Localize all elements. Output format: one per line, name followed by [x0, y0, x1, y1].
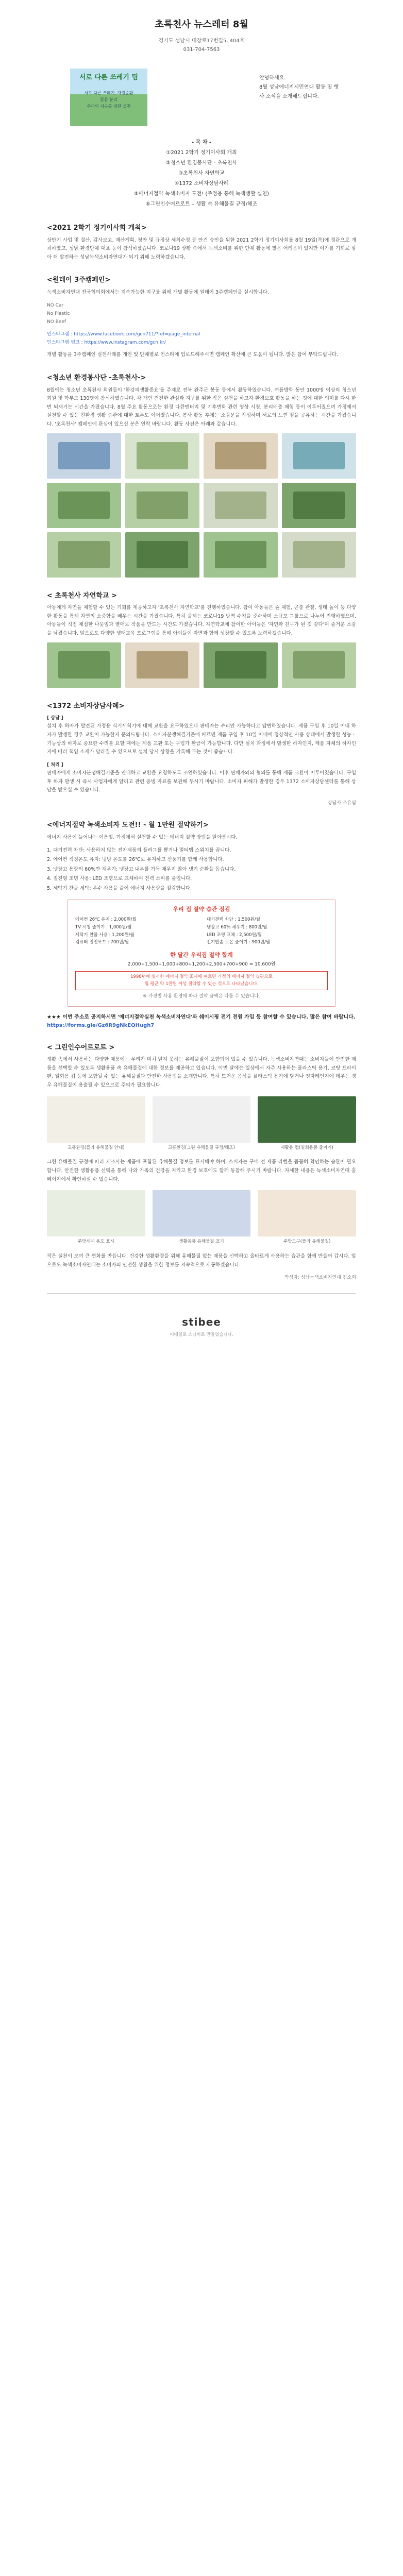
- toc-item[interactable]: ⑥그린인수어르로트 – 생활 속 유해물질 규정/해조: [145, 201, 258, 207]
- campaign-list-item: NO Car: [47, 302, 64, 308]
- hero-image-title: 서로 다른 쓰레기 팀: [79, 74, 139, 81]
- greeting-line: 8월 성남에너지시민연대 활동 및 행: [259, 84, 339, 90]
- checklist-item: 컴퓨터 절전모드 : 700원/월: [75, 940, 129, 945]
- product-image: [258, 1190, 356, 1236]
- hero-image-line: 서로 다른 쓰레기, 자원순환: [84, 91, 133, 95]
- hero-section: [47, 69, 356, 126]
- savings-note-line: 1998년에 실시한 에너지 절약 조사에 따르면 가정의 에너지 절약 습관으로: [130, 974, 273, 980]
- toc-title: - 목 차 -: [191, 140, 212, 145]
- nature-photo: [47, 642, 121, 688]
- nature-photo: [282, 642, 356, 688]
- product-row: [47, 1190, 356, 1245]
- energy-checklist-box: [68, 900, 335, 1007]
- section-green-info: [47, 1043, 356, 1282]
- savings-note-line: 월 평균 약 1만원 이상 절약할 수 있는 것으로 나타났습니다.: [144, 981, 259, 987]
- activity-photo: [47, 483, 121, 528]
- question-label: [ 상담 ]: [47, 716, 63, 721]
- greeting-line: 안녕하세요.: [259, 75, 286, 81]
- section-intro: 에너지 사용이 늘어나는 여름철, 가정에서 실천할 수 있는 에너지 절약 방법을 알아봅시다.: [47, 834, 238, 840]
- savings-note-box: [75, 971, 328, 990]
- section-title: < 초록천사 자연학교 >: [47, 591, 117, 600]
- footer-divider: [47, 1293, 356, 1294]
- checklist-item: 세탁기 찬물 사용 : 1,200원/월: [75, 932, 135, 938]
- hero-image-lines: [76, 90, 141, 110]
- section-body: 아동에게 자연을 체험할 수 있는 기회를 제공하고자 '초록천사 자연학교'를 진행하였습니다. 참여 아동들은 숲 체험, 곤충 관찰, 생태 놀이 등 다양한 활동을 통해 자연의 소중함을 배우는 시간을 가졌습니다. 특히 올해는 코로나19 방역 수칙을 준수하며 소규모 그룹으로 나누어 진행하였으며, 아동들이 직접 채집한 나뭇잎과 열매로 작품을 만드는 시간도 가졌습니다. 자연학교에 참여한 아이들은 '자연과 친구가 된 것 같다'며 즐거운 소감을 남겼습니다. 앞으로도 다양한 생태교육 프로그램을 통해 아이들이 자연과 함께 성장할 수 있도록 노력하겠습니다.: [47, 605, 356, 637]
- facebook-link[interactable]: 인스타그램 : https://www.facebook.com/gcn711/?ref=page_internal: [47, 332, 200, 337]
- product-card: [153, 1096, 251, 1151]
- author-sign: 작성자: 성남녹색소비자연대 김소희: [284, 1275, 356, 1281]
- greeting-text: [259, 74, 339, 101]
- section-title: < 그린인수어르로트 >: [47, 1043, 115, 1052]
- newsletter-content: [47, 0, 356, 1338]
- activity-photo: [282, 532, 356, 578]
- product-card: [47, 1190, 145, 1245]
- energy-tip: 3. 냉장고 용량의 60%만 채우기: 냉장고 내부를 가득 채우지 않아 냉기 순환을 돕습니다.: [47, 866, 236, 872]
- activity-photo: [204, 433, 278, 479]
- section-nature-school: [47, 591, 356, 688]
- counselor-sign: 상담사 조유림: [327, 800, 356, 806]
- activity-photo: [204, 532, 278, 578]
- product-image: [258, 1096, 356, 1143]
- toc-item[interactable]: ③초록천사 자연학교: [178, 171, 225, 176]
- product-card: [258, 1096, 356, 1151]
- checklist-item: 냉장고 60% 채우기 : 800원/월: [207, 924, 267, 930]
- activity-photo: [47, 433, 121, 479]
- section-body: 생활 속에서 사용하는 다양한 제품에는 우리가 미처 알지 못하는 유해물질이 포함되어 있을 수 있습니다. 녹색소비자연대는 소비자들이 안전한 제품을 선택할 수 있도록 생활용품 속 유해물질에 대한 정보를 제공하고 있습니다. 이번 달에는 일상에서 자주 사용하는 플라스틱 용기, 코팅 프라이팬, 일회용 컵 등에 포함될 수 있는 유해물질과 안전한 사용법을 소개합니다. 특히 뜨거운 음식을 플라스틱 용기에 담거나 전자레인지에 데우는 경우 유해물질이 용출될 수 있으므로 주의가 필요합니다.: [47, 1057, 356, 1088]
- product-card: [258, 1190, 356, 1245]
- toc-item[interactable]: ④1372 소비자상담사례: [174, 181, 229, 187]
- toc-item[interactable]: ①2021 2학기 정기이사회 개최: [166, 150, 237, 156]
- activity-photo: [204, 483, 278, 528]
- energy-tip: 5. 세탁기 찬물 세탁: 온수 사용을 줄여 에너지 사용량을 절감합니다.: [47, 886, 192, 892]
- campaign-list-item: NO Beef: [47, 319, 66, 325]
- instagram-link[interactable]: 인스타그램 링크 : https://www.instagram.com/gcn.kr/: [47, 340, 166, 346]
- checklist-item: 에어컨 26℃ 유지 : 2,000원/월: [75, 917, 137, 923]
- checklist-item: 대기전력 차단 : 1,500원/월: [207, 917, 260, 923]
- section-body: 녹색소비자연대 전국협의회에서는 지속가능한 지구를 위해 개별 활동에 원데이 3주캠페인을 실시합니다.: [47, 289, 269, 295]
- section-board-meeting: [47, 223, 356, 262]
- nature-photo: [204, 642, 278, 688]
- energy-tip: 4. 절전형 조명 사용: LED 조명으로 교체하여 전력 소비를 줄입니다.: [47, 876, 192, 882]
- campaign-list-item: No Plastic: [47, 311, 70, 316]
- section-title: <청소년 환경봉사단 -초록천사->: [47, 374, 146, 382]
- activity-photo: [125, 433, 199, 479]
- hero-image: [70, 69, 147, 126]
- product-caption: 고흥환경(그린 유해물질 규정/해조): [168, 1145, 235, 1150]
- product-caption: 고흥환경(플라 유해물질 안내): [68, 1145, 125, 1150]
- product-caption: 생활용품 유해물질 표기: [179, 1239, 224, 1245]
- answer-text: 판매자에게 소비자분쟁해결기준을 안내하고 교환을 요청하도록 조언하였습니다. 이후 판매자와의 협의를 통해 제품 교환이 이루어졌습니다. 구입 후 하자 발생 시 즉시 사업자에게 알리고 관련 증빙 자료를 보관해 두시기 바랍니다. 소비자 피해가 발생한 경우 1372 소비자상담센터를 통해 상담을 받으실 수 있습니다.: [47, 770, 356, 793]
- footer-brand: [47, 1314, 356, 1338]
- activity-photo: [282, 433, 356, 479]
- product-caption: 재활용 컵(일회용품 줄이기): [280, 1145, 333, 1150]
- photo-row: [47, 483, 356, 528]
- section-body-2: 그린 유해물질 규정에 따라 제조사는 제품에 포함된 유해물질 정보를 표시해야 하며, 소비자는 구매 전 제품 라벨을 꼼꼼히 확인하는 습관이 필요합니다. 안전한 생활용품 선택을 통해 나와 가족의 건강을 지키고 환경 보호에도 함께 동참해 주시기 바랍니다. 자세한 내용은 녹색소비자연대 홈페이지에서 확인하실 수 있습니다.: [47, 1159, 356, 1182]
- section-campaign: [47, 275, 356, 360]
- product-image: [47, 1190, 145, 1236]
- stibee-logo[interactable]: stibee: [182, 1315, 221, 1328]
- section-body-3: 작은 실천이 모여 큰 변화를 만듭니다. 건강한 생활환경을 위해 유해물질 없는 제품을 선택하고 올바르게 사용하는 습관을 함께 만들어 갑시다. 앞으로도 녹색소비자연대는 소비자의 안전한 생활을 위한 정보를 지속적으로 제공하겠습니다.: [47, 1253, 356, 1268]
- newsletter-header: [47, 0, 356, 54]
- product-card: [47, 1096, 145, 1151]
- photo-row: [47, 532, 356, 578]
- toc-item[interactable]: ②청소년 환경봉사단 - 초록천사: [165, 160, 238, 166]
- participation-cta: ★★★ 이번 주소로 공지하시면 '에너지절약실천 녹색소비자연대'와 쉐이시핑 전기 전원 가입 등 참여할 수 있습니다. 많은 참여 바랍니다.: [47, 1014, 356, 1020]
- checklist-item: LED 조명 교체 : 2,500원/월: [207, 932, 262, 938]
- checklist-title: 우리 집 절약 습관 점검: [173, 905, 230, 912]
- section-body: 8월에는 청소년 초록천사 회원들이 '한강의생활중요'를 주제로 전북 완주군 봉동 등에서 활동하였습니다. 여름방학 동안 1000명 이상의 청소년 회원 및 학부모 130명이 참석하였습니다. 각 개인 건전한 관심과 지구를 위한 작은 실천을 하고자 환경보호 활동을 하는 것에 대한 의미를 다시 한 번 되새기는 시간을 가졌습니다. 8월 주요 활동으로는 환경 다큐멘터리 및 기후변화 관련 영상 시청, 분리배출 체험 등이 이루어졌으며 가정에서 실천할 수 있는 친환경 생활 습관에 대한 토론도 이어졌습니다. 봉사 활동 후에는 소감문을 작성하며 서로의 느낀 점을 공유하는 시간을 가졌습니다. '초록천사' 캠페인에 관심이 있으신 분은 연락 바랍니다. 활동 사진은 아래와 같습니다.: [47, 387, 356, 428]
- hero-image-line: 우리의 지구를 위한 실천: [87, 104, 131, 109]
- product-image: [153, 1190, 251, 1236]
- product-caption: 주방도구(플라 유해물질): [283, 1239, 331, 1245]
- section-consumer-counsel: [47, 701, 356, 807]
- checklist-grid: [75, 917, 328, 946]
- section-energy-saving: [47, 820, 356, 1029]
- org-address: 경기도 성남시 대장로17번길5, 404호: [158, 38, 245, 44]
- hero-image-line: 꼼꼼 분리: [100, 97, 117, 102]
- energy-tip: 1. 대기전력 차단: 사용하지 않는 전자제품의 플러그를 뽑거나 멀티탭 스위치를 끕니다.: [47, 847, 231, 853]
- section-body: 상반기 사업 및 결산, 감사보고, 재산계획, 청안 및 규정상 세칙수정 등 안건 승인을 위한 2021 2학기 정기이사회를 8월 19일(목)에 정관으로 개최하였고, 성남 환경단체 대표 등이 참석하셨습니다. 코로나19 상황 속에서 녹색소비를 위한 단체 활동에 많은 어려움이 있지만 여기를 기회로 삼아 더 발전하는 성남녹색소비자연대가 되기 위해 노력하겠습니다.: [47, 237, 356, 260]
- section-title: <에너지절약 녹색소비자 도전!! - 월 1만원 절약하기>: [47, 821, 209, 829]
- section-title: <원데이 3주캠페인>: [47, 276, 111, 284]
- savings-formula: 2,000+1,500+1,000+800+1,200+2,500+700+900 = 10,600원: [127, 961, 276, 967]
- section-title: <1372 소비자상담사례>: [47, 702, 125, 710]
- activity-photo: [282, 483, 356, 528]
- table-of-contents: [47, 138, 356, 210]
- greeting-line: 사 소식을 소개해드립니다.: [259, 94, 319, 99]
- answer-label: [ 처리 ]: [47, 762, 63, 768]
- product-image: [153, 1096, 251, 1143]
- activity-photo: [125, 532, 199, 578]
- photo-row: [47, 433, 356, 479]
- newsletter-title: 초록천사 뉴스레터 8월: [155, 19, 248, 30]
- question-text: 설치 후 하자가 발견된 가정용 식기세척기에 대해 교환을 요구하였으나 판매자는 수리만 가능하다고 답변하였습니다. 제품 구입 후 10일 이내 하자가 발생한 경우 교환이 가능한지 문의드립니다. 소비자분쟁해결기준에 따르면 제품 구입 후 10일 이내에 정상적인 사용 상태에서 발생한 성능ㆍ기능상의 하자로 중요한 수리를 요할 때에는 제품 교환 또는 구입가 환급이 가능합니다. 다만 설치 과정에서 발생한 하자인지, 제품 자체의 하자인지에 따라 책임 소재가 달라질 수 있으므로 설치 당시 상황을 기록해 두는 것이 좋습니다.: [47, 723, 356, 755]
- savings-footnote: ※ 가정별 사용 환경에 따라 절약 금액은 다를 수 있습니다.: [143, 994, 260, 999]
- activity-photo: [125, 483, 199, 528]
- nature-photo: [125, 642, 199, 688]
- section-title: <2021 2학기 정기이사회 개최>: [47, 224, 147, 232]
- org-phone: 031-704-7563: [183, 47, 220, 53]
- checklist-item: 전기밥솥 보온 줄이기 : 900원/월: [207, 940, 271, 945]
- checklist-item: TV 시청 줄이기 : 1,000원/월: [75, 924, 132, 930]
- energy-tip: 2. 에어컨 적정온도 유지: 냉방 온도를 26℃로 유지하고 선풍기를 함께 사용합니다.: [47, 857, 224, 863]
- activity-photo: [47, 532, 121, 578]
- participation-form-link[interactable]: https://forms.gle/Gz6R9gNkEQHugh7: [47, 1022, 155, 1028]
- product-row: [47, 1096, 356, 1151]
- product-caption: 주방세제 용도 표시: [77, 1239, 114, 1245]
- section-green-angel: [47, 373, 356, 578]
- footer-subtext: 이메일로 스티비로 만들었습니다.: [170, 1332, 233, 1337]
- campaign-note: 개별 활동을 3주캠페인 실천사례를 개인 및 단체별로 인스타에 업로드해주시면 캠페인 확산에 큰 도움이 됩니다. 많은 참여 부탁드립니다.: [47, 352, 339, 358]
- product-image: [47, 1096, 145, 1143]
- savings-total-title: 한 달간 우리집 절약 합계: [170, 952, 233, 959]
- product-card: [153, 1190, 251, 1245]
- photo-row: [47, 642, 356, 688]
- toc-item[interactable]: ⑤에너지절약 녹색소비자 도전! (주점용 통해 녹색생활 실천): [133, 191, 270, 197]
